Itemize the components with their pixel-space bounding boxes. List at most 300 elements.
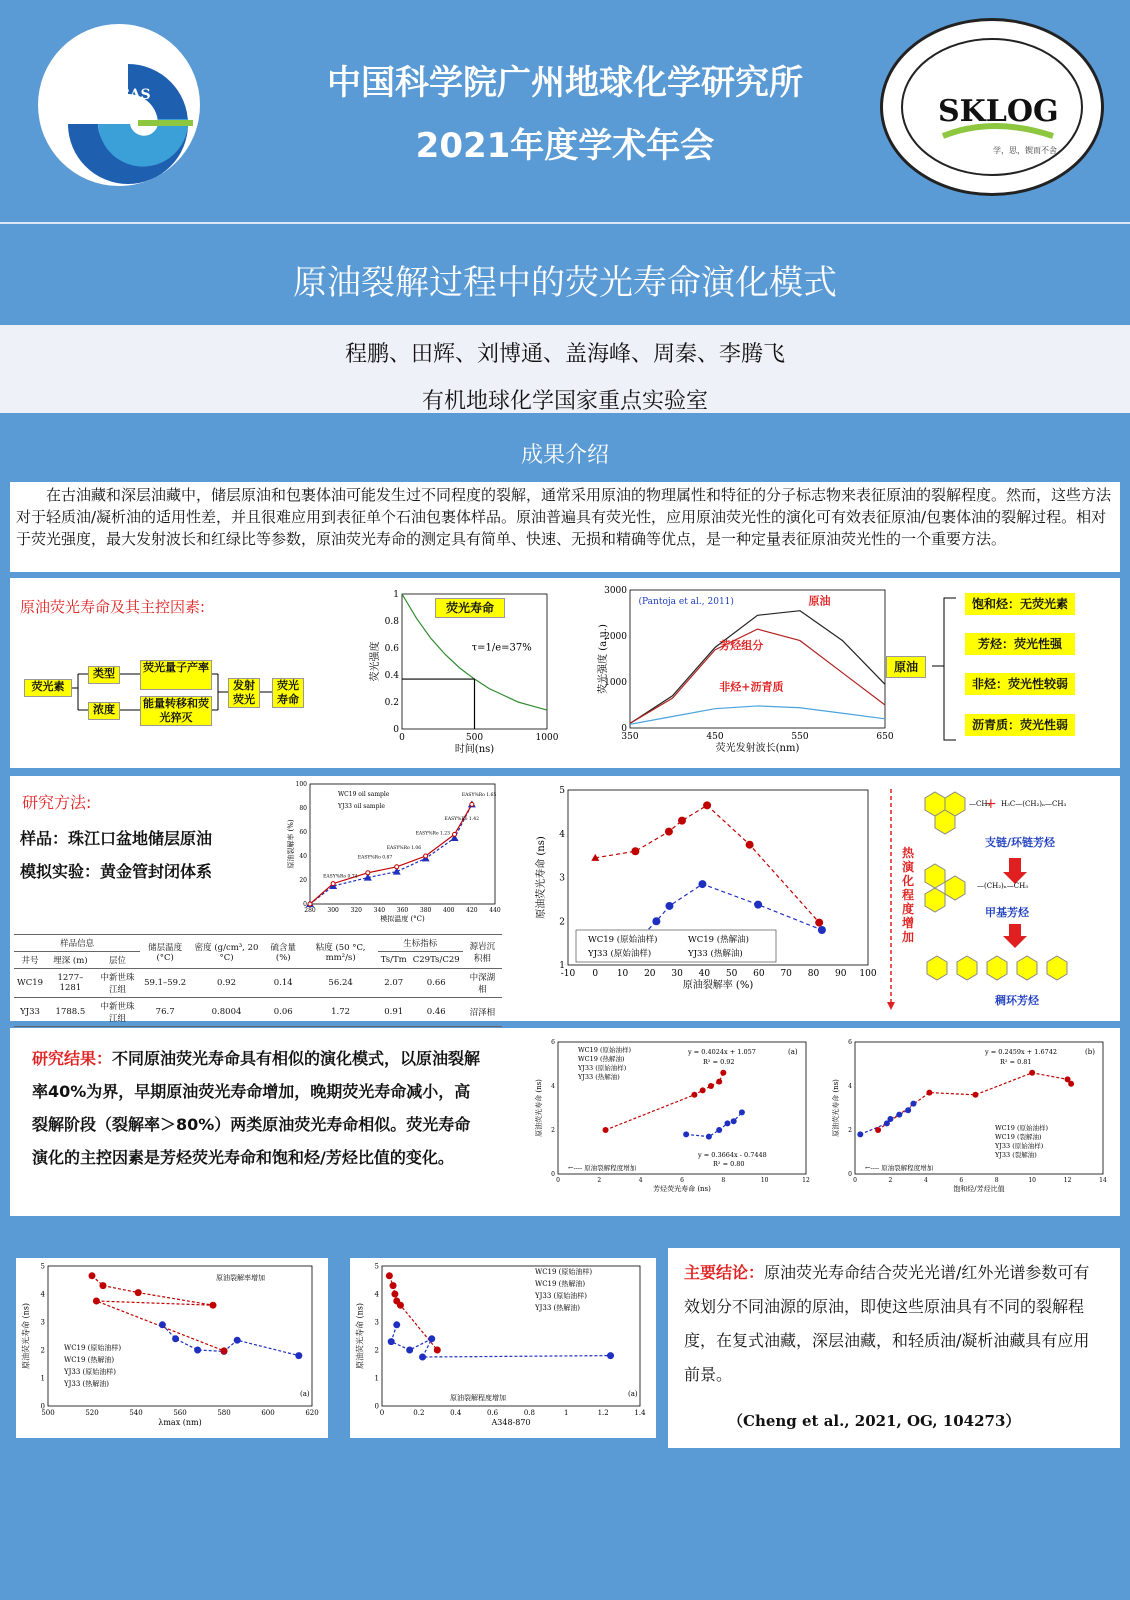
easy-ro-label: EASY%Ro 0.74 <box>323 874 358 880</box>
component-4: 沥青质：荧光性弱 <box>965 714 1075 736</box>
method-sample: 样品：珠江口盆地储层原油 <box>20 829 213 848</box>
conclusion-text: 原油荧光寿命结合荧光光谱/红外光谱参数可有效划分不同油源的原油，即使这些原油具有不同的裂解程度，在复式油藏，深层油藏，和轻质油/凝析油藏具有应用前景。 <box>684 1263 1090 1384</box>
x-tick-label: 540 <box>129 1409 143 1417</box>
wc19-trend <box>391 1325 610 1357</box>
svg-text:—(CH₂)ₙ—CH₃: —(CH₂)ₙ—CH₃ <box>977 882 1029 890</box>
panel-tag: (a) <box>628 1390 638 1398</box>
absorbance-chart <box>350 1258 656 1438</box>
thermal-label: 热演化程度增加 <box>902 846 915 944</box>
y-tick-label: 2 <box>374 1346 379 1355</box>
decay-box-label: 荧光寿命 <box>435 598 505 618</box>
svg-text:H₃C—(CH₂)ₙ—CH₃: H₃C—(CH₂)ₙ—CH₃ <box>1001 800 1067 808</box>
wc19-point <box>857 1131 863 1137</box>
legend-item: YJ33 (原始油样) <box>535 1292 588 1300</box>
x-tick-label: 300 <box>327 907 339 914</box>
structure-2-label: 甲基芳烃 <box>985 906 1029 919</box>
x-tick-label: 40 <box>698 969 711 979</box>
row3-panel <box>10 1028 1120 1216</box>
aromatic-lifetime-chart <box>518 1032 818 1212</box>
lifetime-cracking-chart <box>528 780 877 1012</box>
component-brace <box>928 594 958 744</box>
x-tick-label: 1.2 <box>597 1409 609 1417</box>
easy-ro-label: EASY%Ro 1.42 <box>444 817 479 822</box>
spectra-chart <box>575 582 895 764</box>
plot-frame <box>855 1042 1103 1174</box>
x-tick-label: 1.4 <box>634 1409 646 1417</box>
right-logo <box>880 18 1104 196</box>
yj33-point <box>716 1079 722 1085</box>
flow-energy-transfer: 能量转移和荧光猝灭 <box>140 696 212 726</box>
crack-point-yj33 <box>470 802 474 806</box>
wc19-point <box>234 1337 241 1344</box>
structure-1-label: 支链/环链芳烃 <box>985 836 1056 849</box>
yj33-pyrolysis-point <box>665 828 673 836</box>
series-label-aromatic: 芳烃组分 <box>719 638 764 652</box>
table-cell: 中深湖相 <box>463 969 502 998</box>
wc19-point <box>910 1101 916 1107</box>
legend-item: WC19 (热解油) <box>64 1356 115 1364</box>
table-cell: 0.06 <box>263 998 303 1027</box>
component-3: 非烃：荧光性较弱 <box>965 673 1075 695</box>
yj33-point <box>972 1092 978 1098</box>
x-tick-label: 4 <box>638 1177 643 1184</box>
yj33-pyrolysis-point <box>631 847 639 855</box>
yj33-point <box>390 1282 397 1289</box>
y-tick-label: 0 <box>848 1171 852 1178</box>
crack-point-yj33 <box>395 865 399 869</box>
legend-item: WC19 (原始油样) <box>64 1344 122 1352</box>
x-tick-label: 0.4 <box>450 1409 462 1417</box>
x-tick-label: 20 <box>644 969 656 979</box>
x-tick-label: 320 <box>350 907 362 914</box>
x-tick-label: 60 <box>753 969 765 979</box>
method-heading: 研究方法: <box>22 793 92 812</box>
legend-item: WC19 (热解油) <box>578 1055 625 1063</box>
yj33-point <box>434 1347 441 1354</box>
r-squared: R² = 0.92 <box>703 1058 735 1066</box>
yj33-trend <box>878 1073 1071 1130</box>
x-tick-label: 380 <box>419 907 432 914</box>
x-tick-label: 0 <box>592 969 599 979</box>
table-cell: 0.66 <box>410 969 463 998</box>
conclusion-panel <box>668 1248 1120 1448</box>
th-layer: 层位 <box>95 952 141 969</box>
y-axis-label: 原油荧光寿命 (ns) <box>21 1302 31 1370</box>
equation: y = 0.3664x - 0.7448 <box>698 1151 767 1159</box>
y-axis-label: 原油荧光寿命 (ns) <box>355 1302 365 1370</box>
th-c29: C29Ts/C29 <box>410 952 463 969</box>
y-tick-label: 0.4 <box>384 671 399 681</box>
wc19-point <box>419 1354 426 1361</box>
legend-item: YJ33 (原始油样) <box>64 1368 117 1376</box>
x-tick-label: 520 <box>85 1409 99 1417</box>
y-tick-label: 5 <box>559 786 565 796</box>
th-sample: 样品信息 <box>14 935 140 952</box>
citation: （Cheng et al., 2021, OG, 104273） <box>728 1412 1021 1430</box>
x-tick-label: 500 <box>465 733 484 743</box>
equation: y = 0.2459x + 1.6742 <box>985 1048 1057 1056</box>
yj33-point <box>603 1127 609 1133</box>
legend-item: WC19 (热解油) <box>688 935 749 945</box>
x-tick-label: 1 <box>564 1409 569 1417</box>
yj33-point <box>700 1087 706 1093</box>
yj33-point <box>391 1291 398 1298</box>
th-tstm: Ts/Tm <box>378 952 410 969</box>
y-tick-label: 3 <box>559 873 565 884</box>
row1-panel <box>10 578 1120 768</box>
results-text: 不同原油荧光寿命具有相似的演化模式，以原油裂解率40%为界，早期原油荧光寿命增加，晚期荧光寿命减小，高裂解阶段（裂解率＞80%）两类原油荧光寿命相似。荧光寿命演化的主控因素是芳烃荧光寿命和饱和烃/芳烃比值的变化。 <box>32 1049 481 1167</box>
institute-title: 中国科学院广州地球化学研究所 <box>327 63 803 103</box>
legend-item: YJ33 (热解油) <box>688 949 743 959</box>
x-tick-label: 600 <box>261 1409 275 1417</box>
y-tick-label: 0.8 <box>384 617 399 627</box>
y-axis-label: 原油荧光寿命 (ns) <box>831 1079 840 1137</box>
x-axis-label: λmax (nm) <box>158 1418 202 1427</box>
x-axis-label: 模拟温度 (°C) <box>380 915 425 923</box>
x-tick-label: 0 <box>399 733 405 743</box>
trend-arrow-label: ←---- 原油裂解程度增加 <box>865 1164 934 1172</box>
aromatic-structures <box>885 784 1115 1014</box>
table-cell: 76.7 <box>140 998 190 1027</box>
x-tick-label: 80 <box>807 969 820 979</box>
yj33-pyrolysis-point <box>703 801 711 809</box>
y-axis-label: 原油荧光寿命 (ns) <box>536 836 548 919</box>
row1-heading: 原油荧光寿命及其主控因素: <box>20 598 206 616</box>
trend-arrow-label: ←---- 原油裂解程度增加 <box>568 1164 637 1172</box>
table-cell: 56.24 <box>303 969 377 998</box>
x-tick-label: 4 <box>923 1177 928 1184</box>
table-cell: 2.07 <box>378 969 410 998</box>
divider <box>0 222 1130 224</box>
table-cell: 中新世珠江组 <box>95 998 141 1027</box>
y-tick-label: 4 <box>848 1083 852 1090</box>
crack-point-yj33 <box>331 882 335 886</box>
y-tick-label: 60 <box>299 829 307 836</box>
legend-item: YJ33 (热解油) <box>578 1073 620 1081</box>
legend-item: YJ33 (热解油) <box>535 1304 581 1312</box>
x-tick-label: 6 <box>959 1177 964 1184</box>
legend-yj33: YJ33 oil sample <box>338 803 385 810</box>
r-squared: R² = 0.81 <box>1000 1058 1032 1066</box>
x-axis-label: 时间(ns) <box>454 744 495 755</box>
th-density: 密度 (g/cm³, 20 °C) <box>190 935 263 969</box>
easy-ro-label: EASY%Ro 1.23 <box>415 831 451 837</box>
x-tick-label: 450 <box>706 732 724 742</box>
x-tick-label: 14 <box>1099 1177 1107 1184</box>
y-tick-label: 0 <box>393 725 399 735</box>
x-tick-label: 8 <box>721 1177 726 1184</box>
y-tick-label: 80 <box>299 805 307 812</box>
flow-fluorescein: 荧光素 <box>24 679 72 697</box>
yj33-point <box>1068 1081 1074 1087</box>
results-block <box>32 1042 482 1174</box>
flow-concentration: 浓度 <box>88 702 120 720</box>
wc19-point <box>731 1118 737 1124</box>
svg-text:学，思，锲而不舍: 学，思，锲而不舍 <box>993 146 1057 155</box>
table-cell: 中新世珠江组 <box>95 969 141 998</box>
yj33-point <box>210 1302 217 1309</box>
yj33-point <box>875 1127 881 1133</box>
yj33-point <box>720 1070 726 1076</box>
yj33-point <box>397 1302 404 1309</box>
yj33-pyrolysis-point <box>746 841 754 849</box>
tau-label: τ=1/e=37% <box>471 642 532 654</box>
y-tick-label: 6 <box>848 1039 852 1046</box>
x-tick-label: 0.2 <box>413 1409 425 1417</box>
section-heading: 成果介绍 <box>520 443 609 468</box>
yj33-trend <box>606 1073 724 1130</box>
x-tick-label: 360 <box>396 907 409 914</box>
table-cell: WC19 <box>14 969 46 998</box>
absorbance-panel <box>350 1258 656 1438</box>
svg-text:SKLOG: SKLOG <box>938 94 1059 129</box>
series-label-oil: 原油 <box>808 594 831 608</box>
x-tick-label: 650 <box>876 732 894 742</box>
series-label-resin: 非烃+沥青质 <box>719 680 784 694</box>
legend-item: WC19 (热解油) <box>535 1280 586 1288</box>
x-tick-label: 560 <box>173 1409 187 1417</box>
table-cell: 0.14 <box>263 969 303 998</box>
intro-panel <box>10 482 1120 572</box>
wc19-pyrolysis-point <box>818 926 826 934</box>
th-facies: 源岩沉积相 <box>463 935 502 969</box>
y-tick-label: 4 <box>551 1083 555 1090</box>
wc19-point <box>896 1112 902 1118</box>
x-tick-label: 6 <box>680 1177 684 1184</box>
yj33-point <box>135 1289 142 1296</box>
wc19-pyrolysis-point <box>652 917 660 925</box>
yj33-trend <box>595 805 819 922</box>
x-axis-label: 芳烃荧光寿命 (ns) <box>653 1185 711 1193</box>
yj33-point <box>221 1347 228 1354</box>
y-tick-label: 2000 <box>604 632 627 642</box>
table-cell: 59.1–59.2 <box>140 969 190 998</box>
yj33-point <box>1029 1070 1035 1076</box>
yj33-point <box>926 1090 932 1096</box>
y-axis-label: 荧光强度 <box>370 641 382 682</box>
wc19-point <box>388 1338 395 1345</box>
y-axis-label: 荧光强度 (a.u.) <box>598 624 610 694</box>
panel-tag: (b) <box>1085 1048 1095 1056</box>
y-tick-label: 0 <box>551 1171 555 1178</box>
x-tick-label: 440 <box>489 907 501 914</box>
wc19-point <box>159 1321 166 1328</box>
y-tick-label: 4 <box>559 829 565 840</box>
flow-type: 类型 <box>88 666 120 684</box>
th-viscosity: 粘度 (50 °C, mm²/s) <box>303 935 377 969</box>
x-tick-label: 8 <box>994 1177 999 1184</box>
x-tick-label: 280 <box>304 907 316 914</box>
x-tick-label: 10 <box>760 1177 769 1184</box>
yj33-point <box>89 1272 96 1279</box>
x-axis-label: 荧光发射波长(nm) <box>715 743 800 754</box>
table-cell: 0.92 <box>190 969 263 998</box>
x-axis-label: 饱和烃/芳烃比值 <box>953 1185 1005 1193</box>
legend-item: WC19 (原始油样) <box>995 1124 1049 1132</box>
legend-item: YJ33 (裂解油) <box>995 1151 1037 1159</box>
yj33-point <box>100 1282 107 1289</box>
x-tick-label: 550 <box>791 732 809 742</box>
wc19-point <box>887 1116 893 1122</box>
y-tick-label: 2 <box>551 1127 555 1134</box>
x-tick-label: 70 <box>780 969 792 979</box>
table-row <box>14 969 502 998</box>
wc19-point <box>295 1352 302 1359</box>
svg-text:+: + <box>985 796 997 812</box>
y-tick-label: 3 <box>374 1318 379 1327</box>
x-tick-label: 50 <box>725 969 738 979</box>
yj33-pyrolysis-point <box>815 919 823 927</box>
yj33-trend <box>92 1276 224 1351</box>
wc19-trend <box>686 1112 742 1136</box>
th-depth: 埋深 (m) <box>46 952 95 969</box>
wc19-point <box>393 1321 400 1328</box>
method-experiment: 模拟实验：黄金管封闭体系 <box>20 862 213 881</box>
x-axis-label: A348-870 <box>491 1418 531 1427</box>
crack-point-yj33 <box>453 832 457 836</box>
table-cell: 1277–1281 <box>46 969 95 998</box>
legend-item: WC19 (原始油样) <box>588 935 658 945</box>
legend-item: YJ33 (热解油) <box>64 1380 110 1388</box>
sample-table <box>14 934 502 1027</box>
x-tick-label: 420 <box>466 907 478 914</box>
table-cell: 1788.5 <box>46 998 95 1027</box>
x-tick-label: 580 <box>217 1409 231 1417</box>
saturate-ratio-chart <box>815 1032 1115 1212</box>
table-cell: 0.46 <box>410 998 463 1027</box>
y-tick-label: 1 <box>559 961 565 971</box>
y-tick-label: 1 <box>374 1374 379 1383</box>
x-tick-label: 0 <box>379 1409 385 1417</box>
wc19-point <box>716 1127 722 1133</box>
wc19-point <box>172 1335 179 1342</box>
legend-item: WC19 (原始油样) <box>535 1268 593 1276</box>
poster-title: 原油裂解过程中的荧光寿命演化模式 <box>293 263 837 303</box>
lambda-chart <box>16 1258 328 1438</box>
legend-wc19: WC19 oil sample <box>338 791 390 798</box>
wc19-point <box>683 1131 689 1137</box>
x-tick-label: -10 <box>560 969 576 979</box>
crack-point-yj33 <box>424 854 428 858</box>
component-oil: 原油 <box>886 656 926 678</box>
x-tick-label: 12 <box>1063 1177 1072 1184</box>
y-tick-label: 1 <box>393 590 399 600</box>
legend-item: WC19 (原始油样) <box>578 1046 632 1054</box>
y-tick-label: 3000 <box>604 586 627 596</box>
svg-text:—CH₃: —CH₃ <box>969 800 991 808</box>
x-tick-label: 2 <box>597 1177 602 1184</box>
flow-lifetime: 荧光寿命 <box>272 678 304 708</box>
x-tick-label: 0.6 <box>487 1409 499 1417</box>
th-well: 井号 <box>14 952 46 969</box>
wc19-trend <box>162 1325 298 1356</box>
x-tick-label: 12 <box>802 1177 810 1184</box>
spectrum-line <box>630 706 885 724</box>
table-cell: 沼泽相 <box>463 998 502 1027</box>
x-tick-label: 500 <box>41 1409 55 1417</box>
meeting-title: 2021年度学术年会 <box>415 126 715 166</box>
x-tick-label: 620 <box>305 1409 319 1417</box>
wc19-point <box>739 1109 745 1115</box>
conclusion-block <box>684 1256 1104 1392</box>
wc19-point <box>706 1134 712 1140</box>
plot-frame <box>310 784 495 904</box>
yj33-point <box>93 1298 100 1305</box>
wc19-pyrolysis-point <box>665 902 673 910</box>
trend-arrow-label: 原油裂解率增加 <box>216 1274 265 1282</box>
wc19-point <box>428 1335 435 1342</box>
panel-tag: (a) <box>788 1048 798 1056</box>
easy-ro-label: EASY%Ro 0.87 <box>357 855 393 861</box>
wc19-pyrolysis-point <box>754 901 762 909</box>
y-tick-label: 2 <box>559 917 565 928</box>
y-tick-label: 5 <box>40 1262 45 1271</box>
y-tick-label: 1 <box>40 1374 45 1383</box>
plot-frame <box>630 590 885 728</box>
plot-frame <box>382 1266 640 1406</box>
y-tick-label: 0 <box>621 724 627 734</box>
y-axis-label: 原油裂解率 (%) <box>286 819 295 869</box>
yj33-point <box>708 1083 714 1089</box>
yj33-pyrolysis-point <box>678 817 686 825</box>
crack-point-yj33 <box>308 902 312 906</box>
table-cell: YJ33 <box>14 998 46 1027</box>
r-squared: R² = 0.80 <box>713 1160 745 1168</box>
y-axis-label: 原油荧光寿命 (ns) <box>534 1079 543 1137</box>
table-row <box>14 998 502 1027</box>
row2-panel <box>10 776 1120 1024</box>
legend-item: YJ33 (原始油样) <box>588 949 652 959</box>
x-tick-label: 90 <box>835 969 847 979</box>
x-tick-label: 400 <box>443 907 455 914</box>
x-tick-label: 2 <box>888 1177 893 1184</box>
equation: y = 0.4024x + 1.057 <box>688 1048 756 1056</box>
crack-point-yj33 <box>366 871 370 875</box>
y-tick-label: 4 <box>40 1290 45 1299</box>
y-tick-label: 20 <box>299 877 307 884</box>
reference-label: (Pantoja et al., 2011) <box>638 596 734 607</box>
y-tick-label: 0.6 <box>384 644 399 654</box>
wc19-point <box>406 1347 413 1354</box>
table-cell: 0.91 <box>378 998 410 1027</box>
y-tick-label: 40 <box>299 853 307 860</box>
x-tick-label: 1000 <box>535 733 559 743</box>
component-2: 芳烃：荧光性强 <box>965 633 1075 655</box>
x-tick-label: 0 <box>556 1177 560 1184</box>
yj33-point <box>691 1092 697 1098</box>
y-tick-label: 100 <box>295 781 307 788</box>
th-biomarker: 生标指标 <box>378 935 463 952</box>
flow-quantum-yield: 荧光量子产率 <box>140 660 212 690</box>
y-tick-label: 4 <box>374 1290 379 1299</box>
wc19-point <box>607 1352 614 1359</box>
flow-emission: 发射荧光 <box>228 678 260 708</box>
wc19-pyrolysis-point <box>698 880 706 888</box>
y-tick-label: 0 <box>303 901 307 908</box>
conclusion-label: 主要结论： <box>684 1263 765 1282</box>
legend-item: YJ33 (原始油样) <box>995 1142 1044 1150</box>
authors-band <box>0 325 1130 413</box>
wc19-point <box>905 1107 911 1113</box>
x-tick-label: 0 <box>853 1177 857 1184</box>
lambda-panel <box>16 1258 328 1438</box>
y-tick-label: 6 <box>551 1039 555 1046</box>
x-tick-label: 30 <box>671 969 683 979</box>
x-axis-label: 原油裂解率 (%) <box>682 980 754 991</box>
authors: 程鹏、田辉、刘博通、盖海峰、周秦、李腾飞 <box>344 342 785 367</box>
sklog-logo-icon <box>883 21 1101 193</box>
results-label: 研究结果： <box>32 1049 113 1068</box>
